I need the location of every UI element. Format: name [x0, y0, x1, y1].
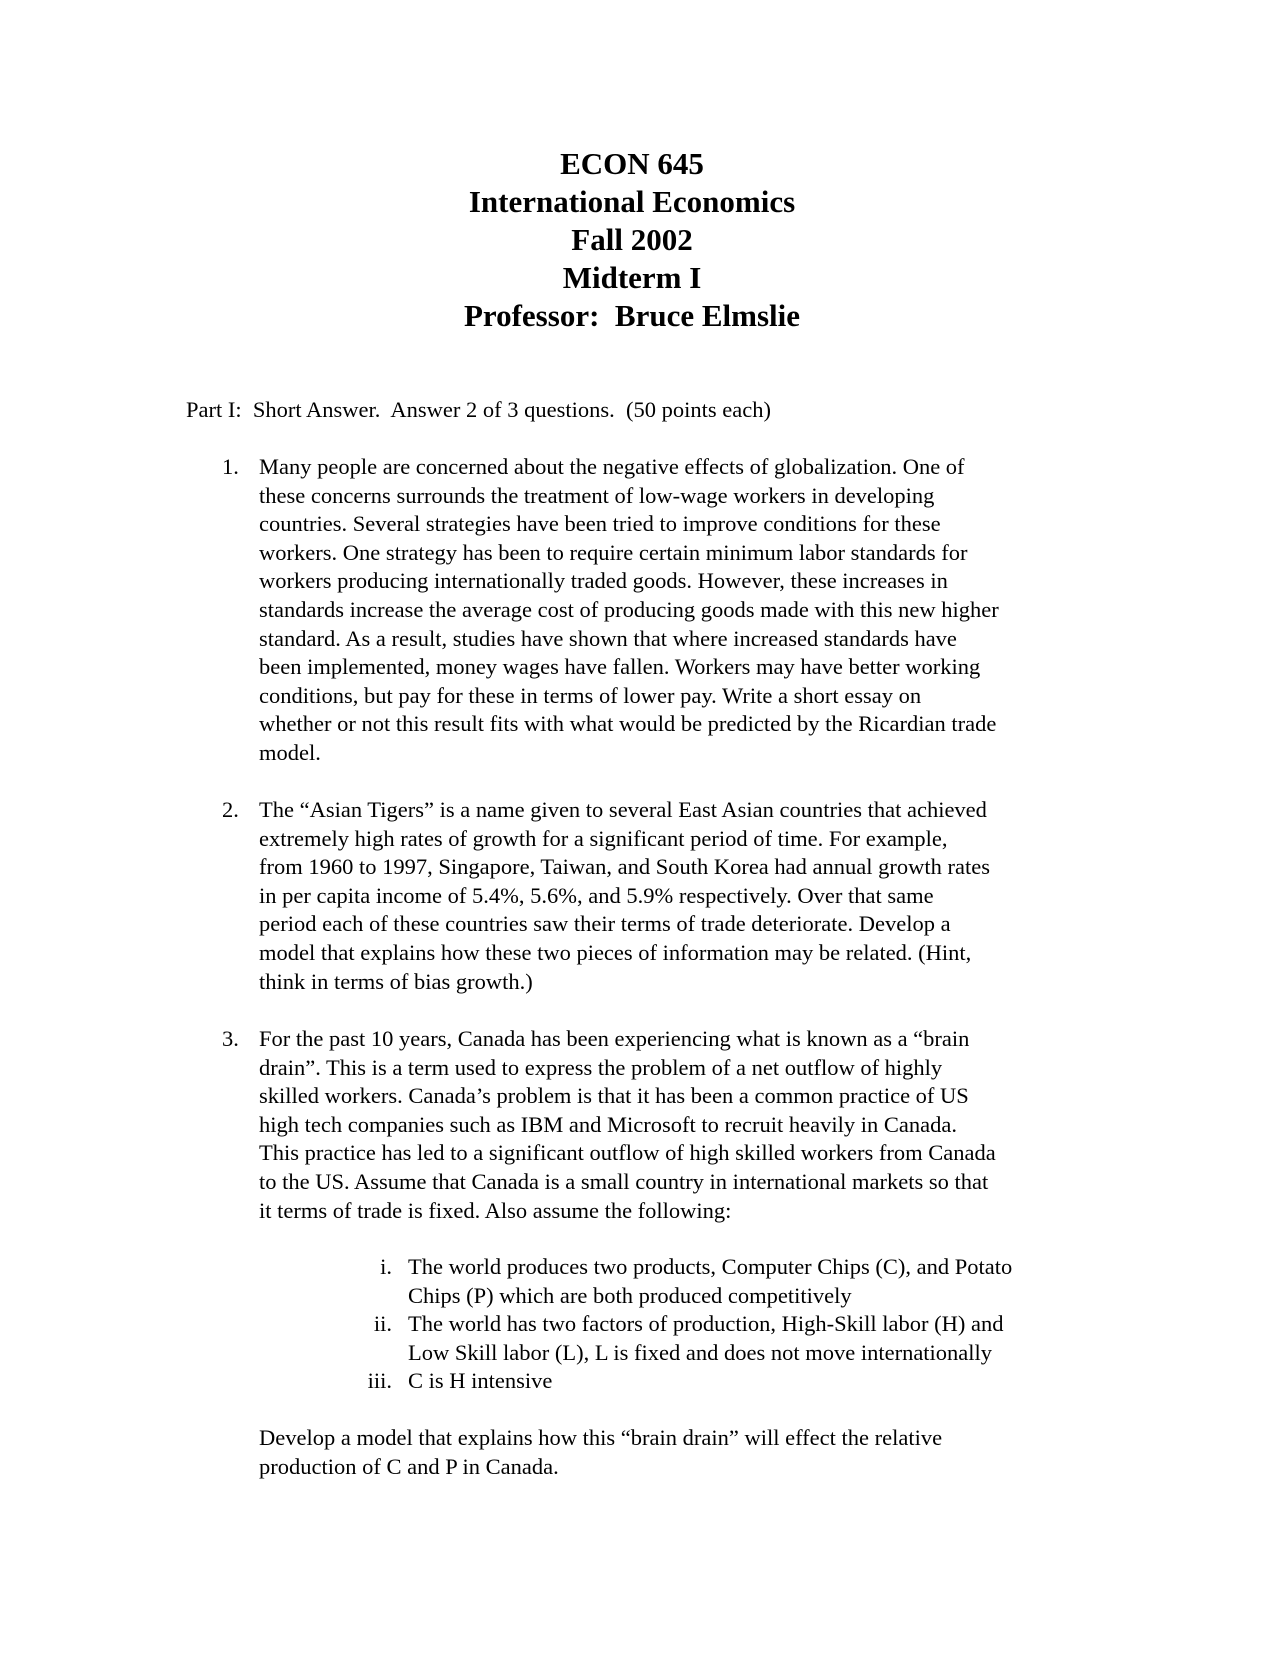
professor: Professor: Bruce Elmslie — [463, 298, 801, 333]
term: Fall 2002 — [571, 222, 693, 257]
exam-name: Midterm I — [562, 260, 702, 295]
exam-header — [0, 145, 1264, 335]
list-item-number: i. — [380, 1254, 392, 1279]
course-code: ECON 645 — [560, 146, 704, 181]
list-item-number: iii. — [367, 1368, 392, 1394]
question-text: The “Asian Tigers” is a name given to several East Asian countries that achieved extremely high rates of growth for a significant period of time. For example, from 1960 to 1997, Singapore, Taiwan, and South Korea had annual growth rates in per capita income of 5.4%, 5.6%, and 5.9% respectively. Over that same period each of these countries saw their terms of trade deteriorate. Develop a model that explains how these two pieces of information may be related. (Hint, think in terms of bias growth.) — [259, 797, 990, 994]
list-item-number: ii. — [373, 1311, 392, 1337]
list-item — [0, 1367, 1280, 1396]
list-item-text: The world has two factors of production, High-Skill labor (H) and Low Skill labor (L), L is fixed and does not move internationally — [408, 1311, 1004, 1365]
question-text: For the past 10 years, Canada has been experiencing what is known as a “brain drain”. This is a term used to express the problem of a net outflow of highly skilled workers. Canada’s problem is that it has been a common practice of US high tech companies such as IBM and Microsoft to recruit heavily in Canada. This practice has led to a significant outflow of high skilled workers from Canada to the US. Assume that Canada is a small country in international markets so that it terms of trade is fixed. Also assume the following: — [259, 1026, 996, 1223]
list-item — [0, 1310, 1280, 1367]
course-title: International Economics — [468, 184, 796, 219]
list-item-text: C is H intensive — [408, 1368, 553, 1394]
list-item — [0, 1253, 1280, 1310]
assumption-list — [0, 1253, 1280, 1396]
question-number: 2. — [222, 797, 239, 822]
question-number: 1. — [222, 454, 239, 479]
list-item-text: The world produces two products, Computer Chips (C), and Potato Chips (P) which are both produced competitively — [408, 1254, 1013, 1308]
part-heading: Part I: Short Answer. Answer 2 of 3 questions. (50 points each) — [186, 397, 771, 422]
question-number: 3. — [222, 1026, 239, 1051]
question-3-closing: Develop a model that explains how this “brain drain” will effect the relative production of C and P in Canada. — [259, 1425, 943, 1479]
question-text: Many people are concerned about the negative effects of globalization. One of these concerns surrounds the treatment of low-wage workers in developing countries. Several strategies have been tried to improve conditions for these workers. One strategy has been to require certain minimum labor standards for workers producing internationally traded goods. However, these increases in standards increase the average cost of producing goods made with this new higher standard. As a result, studies have shown that where increased standards have been implemented, money wages have fallen. Workers may have better working conditions, but pay for these in terms of lower pay. Write a short essay on whether or not this result fits with what would be predicted by the Ricardian trade model. — [259, 454, 999, 765]
